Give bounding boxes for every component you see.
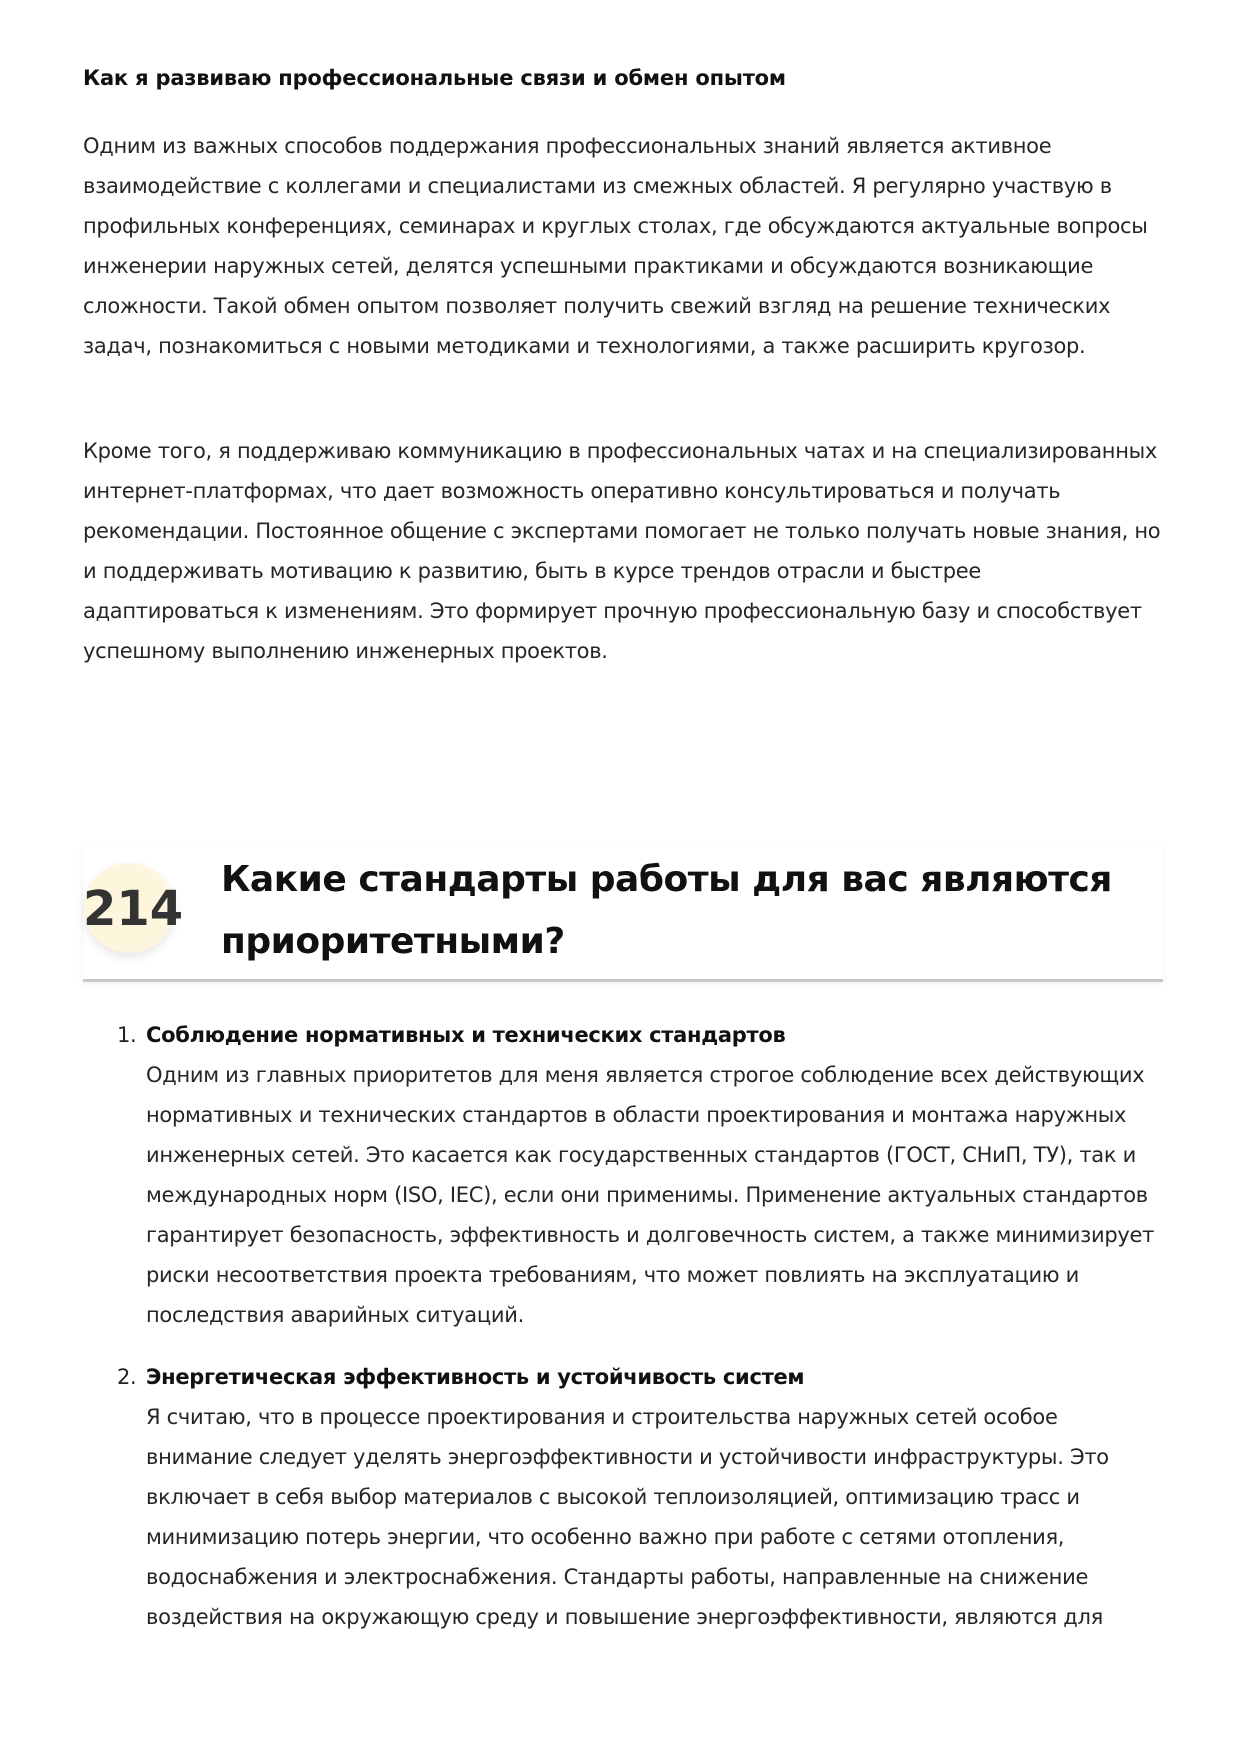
- answer-body: Я считаю, что в процессе проектирования и строительства наружных сетей особое внимание следует уделять энергоэффективности и устойчивости инфраструктуры. Это включает в себя выбор материалов с высокой теплоизоляцией, оптимизацию трасс и минимизацию потерь энергии, что особенно важно при работе с сетями отопления, водоснабжения и электроснабжения. Стандарты работы, направленные на снижение воздействия на окружающую среду и повышение энергоэффективности, являются для: [146, 1405, 1109, 1629]
- answer-item: [83, 1357, 1163, 1637]
- section-paragraph-2: Кроме того, я поддерживаю коммуникацию в профессиональных чатах и на специализированных интернет-платформах, что дает возможность оперативно консультироваться и получать рекомендации. Постоянное общение с экспертами помогает не только получать новые знания, но и поддерживать мотивацию к развитию, быть в курсе трендов отрасли и быстрее адаптироваться к изменениям. Это формирует прочную профессиональную базу и способствует успешному выполнению инженерных проектов.: [83, 439, 1161, 663]
- question-title: Какие стандарты работы для вас являются приоритетными?: [221, 859, 1112, 962]
- question-header: [83, 845, 1163, 982]
- answer-title: Соблюдение нормативных и технических стандартов: [146, 1023, 786, 1047]
- answer-number: 2.: [117, 1365, 137, 1389]
- section-subtitle: Как я развиваю профессиональные связи и обмен опытом: [83, 66, 786, 90]
- question-number: 214: [83, 881, 184, 937]
- answer-title: Энергетическая эффективность и устойчивость систем: [146, 1365, 805, 1389]
- answers-list: [83, 1015, 1163, 1659]
- answer-body: Одним из главных приоритетов для меня является строгое соблюдение всех действующих нормативных и технических стандартов в области проектирования и монтажа наружных инженерных сетей. Это касается как государственных стандартов (ГОСТ, СНиП, ТУ), так и международных норм (ISO, IEC), если они применимы. Применение актуальных стандартов гарантирует безопасность, эффективность и долговечность систем, а также минимизирует риски несоответствия проекта требованиям, что может повлиять на эксплуатацию и последствия аварийных ситуаций.: [146, 1063, 1155, 1327]
- section-paragraph-1: Одним из важных способов поддержания профессиональных знаний является активное взаимодействие с коллегами и специалистами из смежных областей. Я регулярно участвую в профильных конференциях, семинарах и круглых столах, где обсуждаются актуальные вопросы инженерии наружных сетей, делятся успешными практиками и обсуждаются возникающие сложности. Такой обмен опытом позволяет получить свежий взгляд на решение технических задач, познакомиться с новыми методиками и технологиями, а также расширить кругозор.: [83, 134, 1148, 358]
- answer-item: [83, 1015, 1163, 1335]
- answer-number: 1.: [117, 1023, 137, 1047]
